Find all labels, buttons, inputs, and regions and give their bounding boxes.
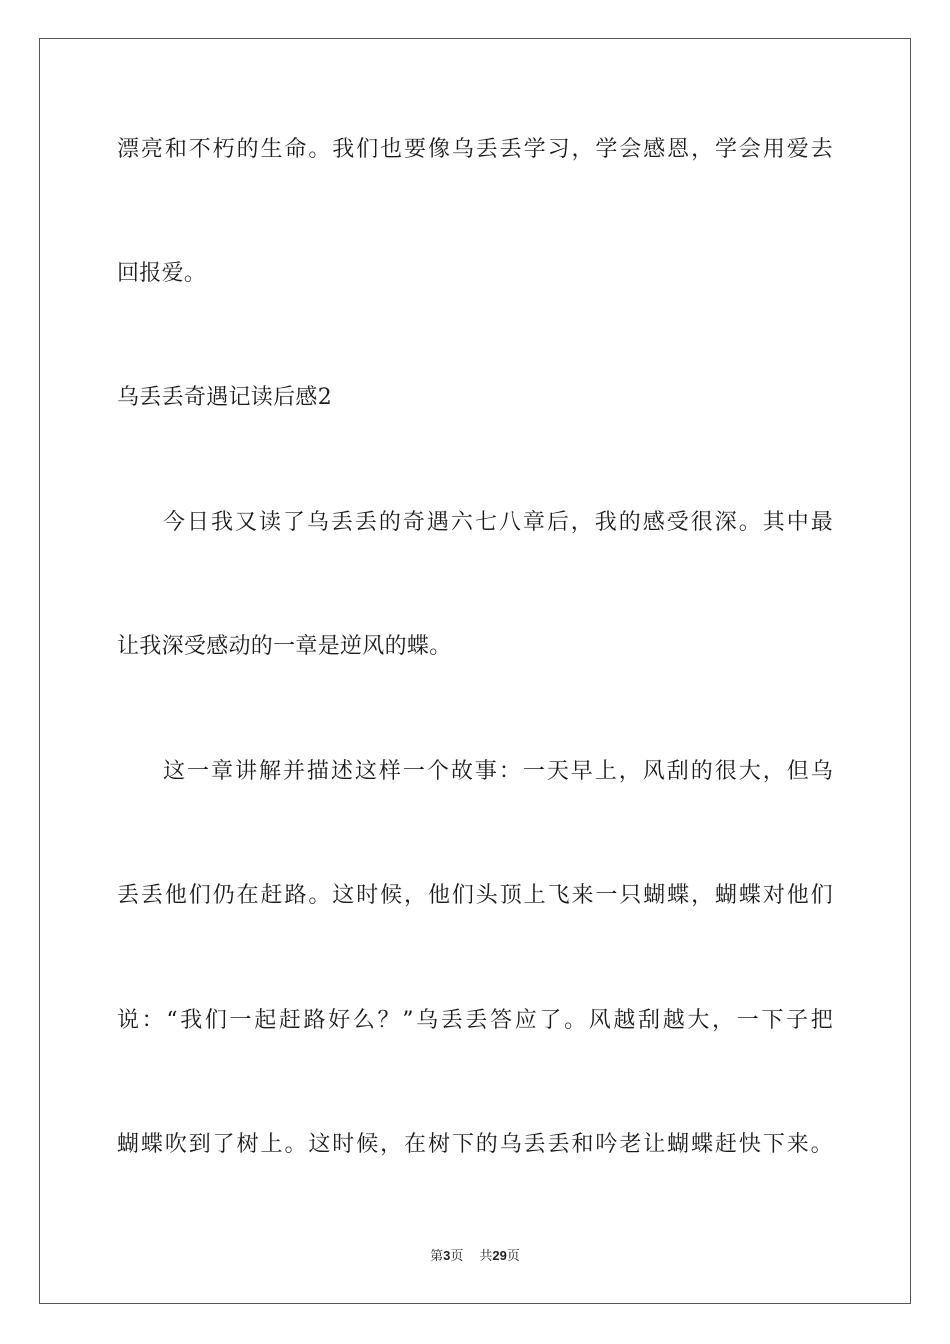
page-total: 29 — [492, 1248, 507, 1263]
paragraph-line-3: 今日我又读了乌丢丢的奇遇六七八章后，我的感受很深。其中最 — [163, 510, 833, 535]
paragraph-line-7: 说：“我们一起赶路好么？”乌丢丢答应了。风越刮越大，一下子把 — [117, 1008, 833, 1033]
paragraph-line-4: 让我深受感动的一章是逆风的蝶。 — [117, 634, 452, 659]
paragraph-line-8: 蝴蝶吹到了树上。这时候，在树下的乌丢丢和吟老让蝴蝶赶快下来。 — [117, 1132, 833, 1157]
page-footer — [0, 1247, 950, 1266]
paragraph-line-1: 漂亮和不朽的生命。我们也要像乌丢丢学习，学会感恩，学会用爱去 — [117, 137, 833, 162]
paragraph-line-5: 这一章讲解并描述这样一个故事：一天早上，风刮的很大，但乌 — [163, 759, 833, 784]
section-heading: 乌丢丢奇遇记读后感2 — [117, 385, 332, 410]
page-prefix: 第 — [430, 1249, 444, 1264]
page-border — [39, 38, 911, 1304]
paragraph-line-2: 回报爱。 — [117, 261, 207, 286]
total-prefix: 共 — [479, 1249, 493, 1264]
page-current: 3 — [443, 1248, 451, 1263]
total-suffix: 页 — [506, 1249, 520, 1264]
paragraph-line-6: 丢丢他们仍在赶路。这时候，他们头顶上飞来一只蝴蝶，蝴蝶对他们 — [117, 883, 833, 908]
page-suffix: 页 — [450, 1249, 464, 1264]
